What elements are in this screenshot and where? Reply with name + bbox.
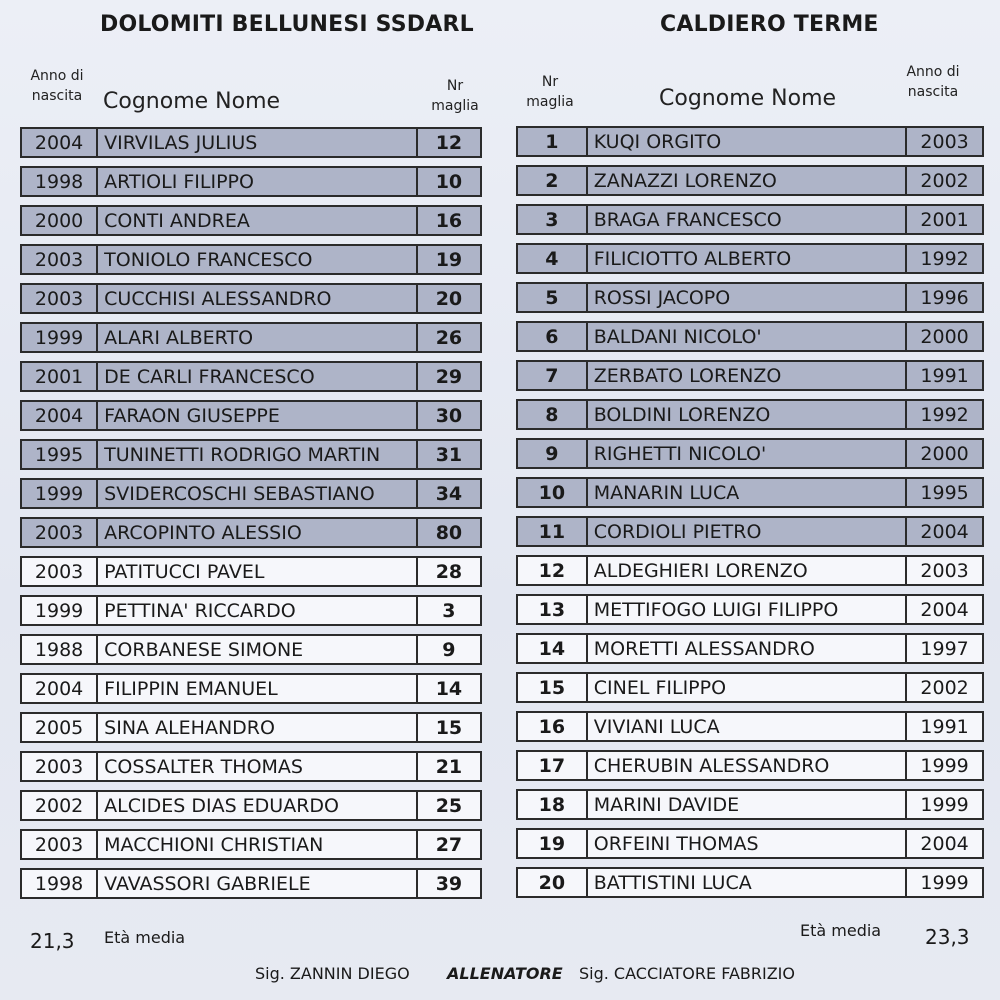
left-header-year-text: Anno di nascita <box>30 68 84 104</box>
table-row <box>20 283 482 314</box>
table-row <box>20 595 482 626</box>
table-row <box>20 556 482 587</box>
player-birth-year: 2002 <box>907 165 984 196</box>
table-row <box>516 321 984 352</box>
player-shirt-number: 29 <box>418 361 482 392</box>
player-shirt-number: 5 <box>516 282 586 313</box>
player-shirt-number: 26 <box>418 322 482 353</box>
player-shirt-number: 20 <box>418 283 482 314</box>
player-birth-year: 2003 <box>20 283 96 314</box>
player-name: TONIOLO FRANCESCO <box>96 244 418 275</box>
player-shirt-number: 17 <box>516 750 586 781</box>
player-birth-year: 2003 <box>20 244 96 275</box>
player-birth-year: 2000 <box>907 438 984 469</box>
player-shirt-number: 11 <box>516 516 586 547</box>
player-birth-year: 1995 <box>20 439 96 470</box>
player-shirt-number: 13 <box>516 594 586 625</box>
table-row <box>20 361 482 392</box>
player-birth-year: 1992 <box>907 399 984 430</box>
player-name: CHERUBIN ALESSANDRO <box>586 750 907 781</box>
player-name: VAVASSORI GABRIELE <box>96 868 418 899</box>
player-birth-year: 2003 <box>20 751 96 782</box>
player-name: CORDIOLI PIETRO <box>586 516 907 547</box>
player-name: MORETTI ALESSANDRO <box>586 633 907 664</box>
table-row <box>516 711 984 742</box>
player-birth-year: 1999 <box>907 750 984 781</box>
table-row <box>516 867 984 898</box>
player-birth-year: 1999 <box>20 322 96 353</box>
player-birth-year: 2003 <box>20 829 96 860</box>
player-shirt-number: 15 <box>418 712 482 743</box>
player-shirt-number: 19 <box>516 828 586 859</box>
table-row <box>20 868 482 899</box>
player-birth-year: 1991 <box>907 360 984 391</box>
table-row <box>516 633 984 664</box>
player-birth-year: 1999 <box>20 595 96 626</box>
player-name: RIGHETTI NICOLO' <box>586 438 907 469</box>
player-shirt-number: 14 <box>418 673 482 704</box>
table-row <box>516 126 984 157</box>
player-shirt-number: 27 <box>418 829 482 860</box>
player-birth-year: 2000 <box>20 205 96 236</box>
right-header-number <box>517 72 583 112</box>
player-name: ZERBATO LORENZO <box>586 360 907 391</box>
player-shirt-number: 34 <box>418 478 482 509</box>
right-average-age-value: 23,3 <box>925 925 970 949</box>
player-shirt-number: 6 <box>516 321 586 352</box>
player-shirt-number: 1 <box>516 126 586 157</box>
table-row <box>516 204 984 235</box>
table-row <box>516 243 984 274</box>
player-birth-year: 2003 <box>20 556 96 587</box>
player-name: BOLDINI LORENZO <box>586 399 907 430</box>
player-name: ALCIDES DIAS EDUARDO <box>96 790 418 821</box>
player-shirt-number: 9 <box>516 438 586 469</box>
player-name: MARINI DAVIDE <box>586 789 907 820</box>
left-roster-table <box>20 119 482 907</box>
player-birth-year: 2003 <box>20 517 96 548</box>
player-shirt-number: 16 <box>516 711 586 742</box>
right-header-year <box>898 62 968 102</box>
player-birth-year: 1996 <box>907 282 984 313</box>
table-row <box>516 828 984 859</box>
player-name: PETTINA' RICCARDO <box>96 595 418 626</box>
player-birth-year: 2003 <box>907 126 984 157</box>
player-name: ROSSI JACOPO <box>586 282 907 313</box>
player-birth-year: 2004 <box>20 127 96 158</box>
table-row <box>20 829 482 860</box>
left-header-year <box>22 66 92 106</box>
player-shirt-number: 8 <box>516 399 586 430</box>
player-name: BRAGA FRANCESCO <box>586 204 907 235</box>
player-birth-year: 1995 <box>907 477 984 508</box>
player-birth-year: 2005 <box>20 712 96 743</box>
table-row <box>20 751 482 782</box>
player-birth-year: 2003 <box>907 555 984 586</box>
player-name: FILIPPIN EMANUEL <box>96 673 418 704</box>
player-shirt-number: 28 <box>418 556 482 587</box>
player-name: BATTISTINI LUCA <box>586 867 907 898</box>
player-name: FILICIOTTO ALBERTO <box>586 243 907 274</box>
player-birth-year: 1999 <box>20 478 96 509</box>
player-name: ARCOPINTO ALESSIO <box>96 517 418 548</box>
player-shirt-number: 4 <box>516 243 586 274</box>
player-birth-year: 2004 <box>20 400 96 431</box>
player-name: DE CARLI FRANCESCO <box>96 361 418 392</box>
player-shirt-number: 2 <box>516 165 586 196</box>
left-team-title: DOLOMITI BELLUNESI SSDARL <box>100 12 474 37</box>
right-header-year-text: Anno di nascita <box>906 64 960 100</box>
table-row <box>516 165 984 196</box>
player-shirt-number: 9 <box>418 634 482 665</box>
player-name: CONTI ANDREA <box>96 205 418 236</box>
player-name: PATITUCCI PAVEL <box>96 556 418 587</box>
player-shirt-number: 16 <box>418 205 482 236</box>
player-name: COSSALTER THOMAS <box>96 751 418 782</box>
player-name: MACCHIONI CHRISTIAN <box>96 829 418 860</box>
player-name: SVIDERCOSCHI SEBASTIANO <box>96 478 418 509</box>
right-header-name: Cognome Nome <box>659 86 837 111</box>
left-header-number <box>425 76 485 116</box>
table-row <box>516 516 984 547</box>
player-name: VIRVILAS JULIUS <box>96 127 418 158</box>
player-birth-year: 1999 <box>907 789 984 820</box>
table-row <box>516 360 984 391</box>
table-row <box>20 712 482 743</box>
table-row <box>20 244 482 275</box>
player-birth-year: 2004 <box>20 673 96 704</box>
player-name: ALARI ALBERTO <box>96 322 418 353</box>
player-shirt-number: 39 <box>418 868 482 899</box>
player-name: VIVIANI LUCA <box>586 711 907 742</box>
table-row <box>20 400 482 431</box>
player-name: CUCCHISI ALESSANDRO <box>96 283 418 314</box>
player-birth-year: 2004 <box>907 516 984 547</box>
player-shirt-number: 15 <box>516 672 586 703</box>
table-row <box>20 673 482 704</box>
player-shirt-number: 12 <box>516 555 586 586</box>
table-row <box>516 750 984 781</box>
player-name: SINA ALEHANDRO <box>96 712 418 743</box>
player-birth-year: 2000 <box>907 321 984 352</box>
table-row <box>516 477 984 508</box>
table-row <box>20 322 482 353</box>
player-birth-year: 1998 <box>20 166 96 197</box>
table-row <box>516 555 984 586</box>
player-name: BALDANI NICOLO' <box>586 321 907 352</box>
table-row <box>20 439 482 470</box>
player-shirt-number: 14 <box>516 633 586 664</box>
player-name: METTIFOGO LUIGI FILIPPO <box>586 594 907 625</box>
player-birth-year: 2004 <box>907 828 984 859</box>
table-row <box>516 282 984 313</box>
player-shirt-number: 3 <box>516 204 586 235</box>
table-row <box>516 438 984 469</box>
right-average-age-label: Età media <box>800 921 882 940</box>
player-shirt-number: 31 <box>418 439 482 470</box>
right-team-title: CALDIERO TERME <box>660 12 879 37</box>
player-name: FARAON GIUSEPPE <box>96 400 418 431</box>
player-name: ARTIOLI FILIPPO <box>96 166 418 197</box>
player-birth-year: 2001 <box>907 204 984 235</box>
player-shirt-number: 3 <box>418 595 482 626</box>
right-roster-table <box>516 118 984 906</box>
player-birth-year: 2004 <box>907 594 984 625</box>
table-row <box>20 205 482 236</box>
player-shirt-number: 80 <box>418 517 482 548</box>
player-name: MANARIN LUCA <box>586 477 907 508</box>
player-name: CORBANESE SIMONE <box>96 634 418 665</box>
table-row <box>20 634 482 665</box>
left-header-name: Cognome Nome <box>103 89 281 114</box>
coach-label: ALLENATORE <box>447 964 563 983</box>
table-row <box>20 166 482 197</box>
player-birth-year: 2002 <box>20 790 96 821</box>
player-birth-year: 1998 <box>20 868 96 899</box>
player-name: CINEL FILIPPO <box>586 672 907 703</box>
table-row <box>516 399 984 430</box>
player-name: KUQI ORGITO <box>586 126 907 157</box>
player-birth-year: 2002 <box>907 672 984 703</box>
left-average-age-value: 21,3 <box>30 929 75 953</box>
right-coach-name: Sig. CACCIATORE FABRIZIO <box>579 964 795 983</box>
table-row <box>20 127 482 158</box>
table-row <box>516 789 984 820</box>
player-shirt-number: 21 <box>418 751 482 782</box>
player-birth-year: 1988 <box>20 634 96 665</box>
left-header-number-text: Nr maglia <box>431 78 479 114</box>
player-birth-year: 1997 <box>907 633 984 664</box>
table-row <box>516 594 984 625</box>
player-name: ZANAZZI LORENZO <box>586 165 907 196</box>
player-name: TUNINETTI RODRIGO MARTIN <box>96 439 418 470</box>
player-shirt-number: 25 <box>418 790 482 821</box>
left-average-age-label: Età media <box>104 928 186 947</box>
player-birth-year: 1992 <box>907 243 984 274</box>
player-shirt-number: 18 <box>516 789 586 820</box>
player-shirt-number: 10 <box>418 166 482 197</box>
table-row <box>20 478 482 509</box>
player-shirt-number: 30 <box>418 400 482 431</box>
table-row <box>20 790 482 821</box>
player-shirt-number: 10 <box>516 477 586 508</box>
player-shirt-number: 20 <box>516 867 586 898</box>
player-birth-year: 2001 <box>20 361 96 392</box>
table-row <box>516 672 984 703</box>
player-name: ALDEGHIERI LORENZO <box>586 555 907 586</box>
player-birth-year: 1991 <box>907 711 984 742</box>
table-row <box>20 517 482 548</box>
right-header-number-text: Nr maglia <box>526 74 574 110</box>
left-coach-name: Sig. ZANNIN DIEGO <box>255 964 410 983</box>
player-name: ORFEINI THOMAS <box>586 828 907 859</box>
player-shirt-number: 7 <box>516 360 586 391</box>
player-shirt-number: 12 <box>418 127 482 158</box>
player-shirt-number: 19 <box>418 244 482 275</box>
player-birth-year: 1999 <box>907 867 984 898</box>
